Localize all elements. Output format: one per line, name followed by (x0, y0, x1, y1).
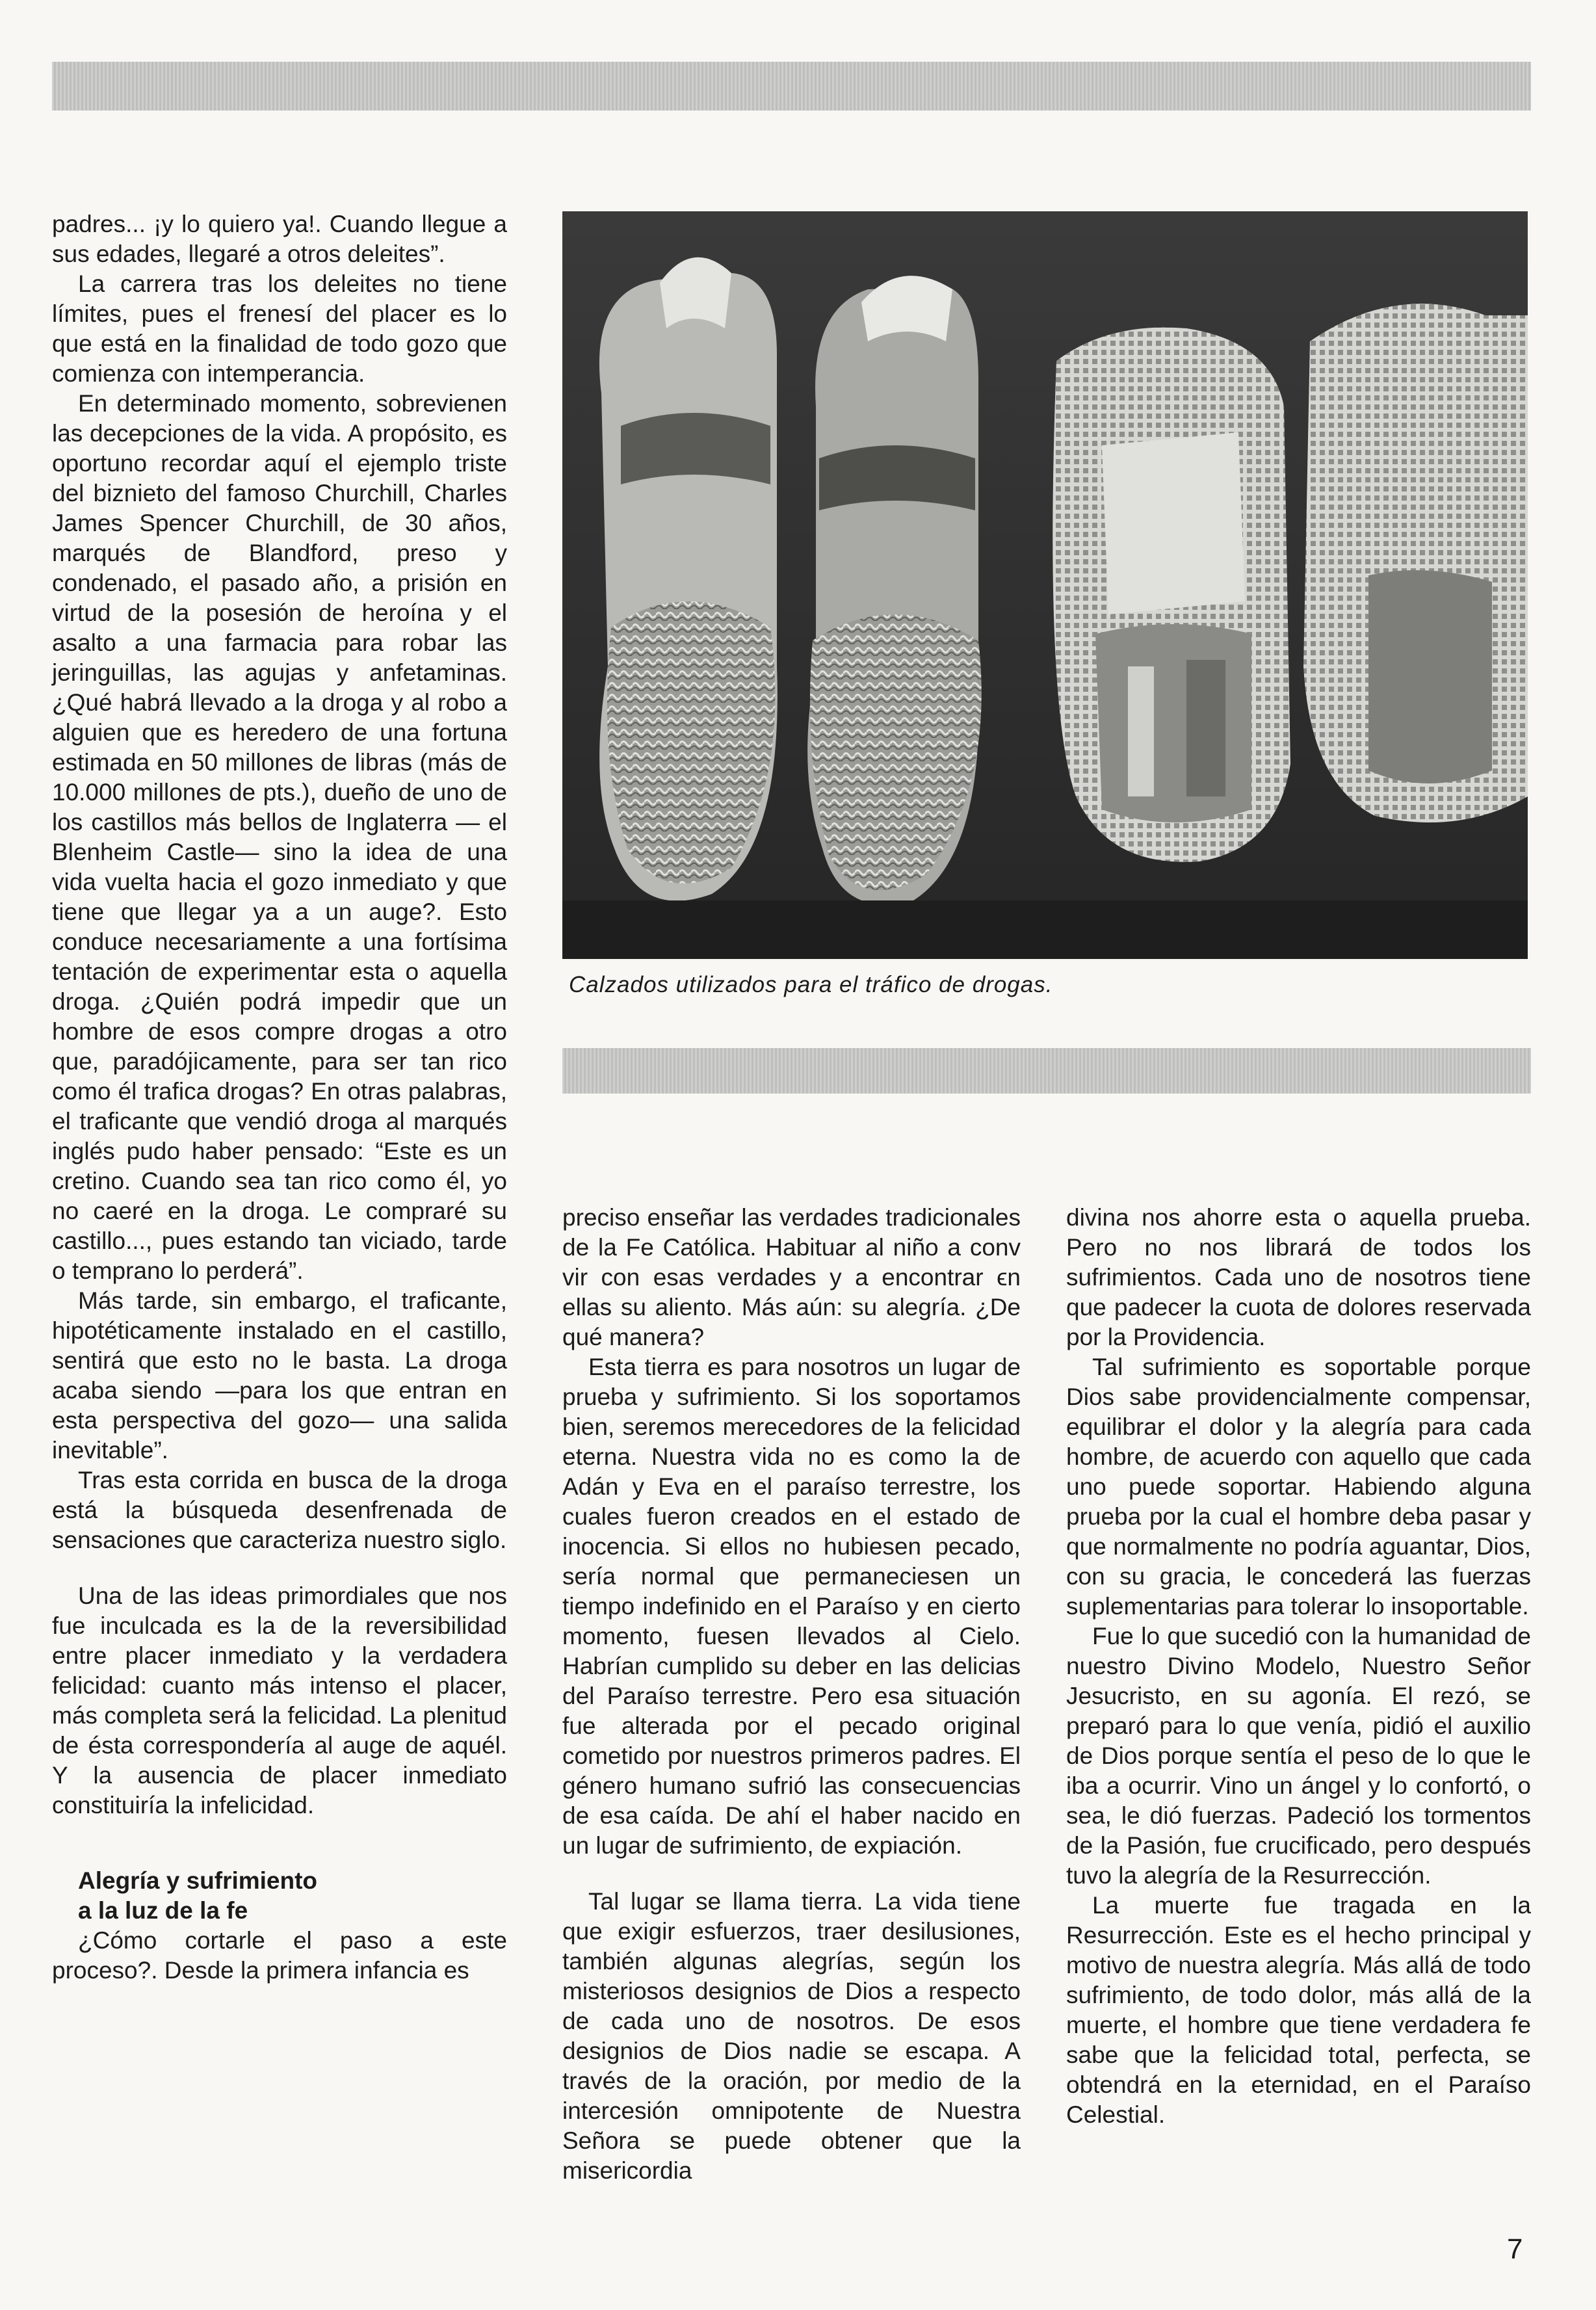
paragraph: Fue lo que sucedió con la humanidad de nuestro Divino Modelo, Nuestro Señor Jesucristo, en su agonía. El rezó, se preparó para lo que venía, pidió el auxilio de Dios porque sentía el peso de lo que le iba a ocurrir. Vino un ángel y lo confortó, o sea, le dió fuerzas. Padeció los tormentos de la Pasión, fue crucificado, pero después tuvo la alegría de la Resurrección. (1066, 1623, 1531, 1889)
paragraph: La muerte fue tragada en la Resurrección. Este es el hecho principal y motivo de nuestra alegría. Más allá de todo sufrimiento, de todo dolor, más allá de la muerte, el hombre que tiene verdadera fe sabe que la felicidad total, perfecta, se obtendrá en la eternidad, en el Paraíso Celestial. (1066, 1892, 1531, 2128)
paragraph: Esta tierra es para nosotros un lugar de prueba y sufrimiento. Si los soportamos bien, seremos merecedores de la felicidad eterna. Nuestra vida no es como la de Adán y Eva en el paraíso terrestre, los cuales fueron creados en el estado de inocencia. Si ellos no hubiesen pecado, sería normal que permaneciesen un tiempo indefinido en el Paraíso y en cierto momento, fuesen llevados al Cielo. Habrían cumplido su deber en las delicias del Paraíso terrestre. Pero esa situación fue alterada por el pecado original cometido por nuestros primeros padres. El género humano sufrió las consecuencias de esa caída. De ahí el haber nacido en un lugar de sufrimiento, de expiación. (562, 1354, 1021, 1859)
section-heading-line: Alegría y sufrimiento (78, 1867, 318, 1894)
paragraph: La carrera tras los deleites no tiene límites, pues el frenesí del placer es lo que está en la finalidad de todo gozo que comienza con intemperancia. (52, 270, 507, 387)
paragraph: ¿Cómo cortarle el paso a este proceso?. Desde la primera infancia es (52, 1927, 507, 1984)
paragraph: Tal lugar se llama tierra. La vida tiene que exigir esfuerzos, traer desilusiones, también algunas alegrías, según los misteriosos designios de Dios a respecto de cada uno de nosotros. De esos designios de Dios nadie se escapa. A través de la oración, por medio de la intercesión omnipotente de Nuestra Señora se puede obtener que la misericordia (562, 1888, 1021, 2184)
paragraph: Más tarde, sin embargo, el traficante, hipotéticamente instalado en el castillo, sentirá que esto no le basta. La droga acaba siendo —para los que entran en esta perspectiva del gozo— una salida inevitable”. (52, 1287, 507, 1463)
paragraph: divina nos ahorre esta o aquella prueba. Pero no nos librará de todos los sufrimientos. Cada uno de nosotros tiene que padecer la cuota de dolores reservada por la Providencia. (1066, 1204, 1531, 1350)
section-heading-line: a la luz de la fe (78, 1897, 248, 1924)
section-heading (52, 1866, 507, 1926)
paragraph: Tras esta corrida en busca de la droga está la búsqueda desenfrenada de sensaciones que caracteriza nuestro siglo. (52, 1467, 507, 1553)
photo-shoes (562, 211, 1528, 959)
column-middle (562, 1203, 1021, 2186)
page-number: 7 (1507, 2233, 1523, 2265)
paragraph: En determinado momento, sobrevienen las decepciones de la vida. A propósito, es oportuno recordar aquí el ejemplo triste del biznieto del famoso Churchill, Charles James Spencer Churchill, de 30 años, marqués de Blandford, preso y condenado, el pasado año, a prisión en virtud de la posesión de heroína y el asalto a una farmacia para robar las jeringuillas, las agujas y anfetaminas. ¿Qué habrá llevado a la droga y al robo a alguien que es heredero de una fortuna estimada en 50 millones de libras (más de 10.000 millones de pts.), dueño de uno de los castillos más bellos de Inglaterra — el Blenheim Castle— sino la idea de una vida vuelta hacia el gozo inmediato y que tiene que llegar ya a un auge?. Esto conduce necesariamente a una fortísima tentación de experimentar esta o aquella droga. ¿Quién podrá impedir que un hombre de esos compre drogas a otro que, paradójicamente, para ser tan rico como él trafica drogas? En otras palabras, el traficante que vendió droga al marqués inglés pudo haber pensado: “Este es un cretino. Cuando sea tan rico como él, yo no caeré en la droga. Le compraré su castillo..., pues estando tan viciado, tarde o temprano lo perderá”. (52, 390, 507, 1284)
column-left (52, 209, 507, 1986)
top-decorative-band (52, 62, 1531, 111)
paragraph: preciso enseñar las verdades tradicionales de la Fe Católica. Habituar al niño a conv vir con esas verdades y a encontrar ϵn ellas su aliento. Más aún: su alegría. ¿De qué manera? (562, 1204, 1021, 1350)
column-right (1066, 1203, 1531, 2130)
middle-decorative-band (562, 1048, 1531, 1094)
paragraph: Una de las ideas primordiales que nos fue inculcada es la de la reversibilidad entre placer inmediato y la verdadera felicidad: cuanto más intenso el placer, más completa será la felicidad. La plenitud de ésta correspondería al auge de aquél. Y la ausencia de placer inmediato constituiría la infelicidad. (52, 1582, 507, 1818)
paragraph: Tal sufrimiento es soportable porque Dios sabe providencialmente compensar, equilibrar el dolor y la alegría para cada hombre, de acuerdo con aquello que cada uno puede soportar. Habiendo alguna prueba por la cual el hombre deba pasar y que normalmente no podría aguantar, Dios, con su gracia, le concederá las fuerzas suplementarias para tolerar lo insoportable. (1066, 1354, 1531, 1620)
paragraph: padres... ¡y lo quiero ya!. Cuando llegue a sus edades, llegaré a otros deleites”. (52, 211, 507, 267)
photo-caption: Calzados utilizados para el tráfico de drogas. (569, 972, 1053, 997)
